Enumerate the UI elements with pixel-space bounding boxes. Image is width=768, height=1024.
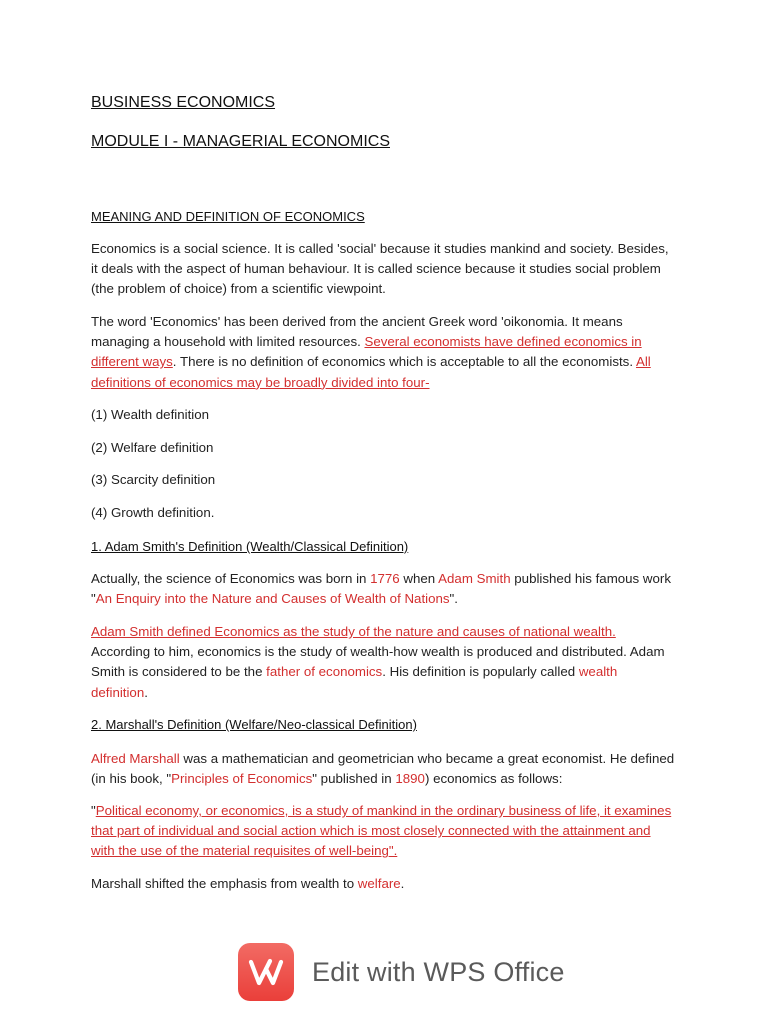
edit-with-wps-banner[interactable] bbox=[238, 943, 565, 1001]
wps-logo-icon[interactable] bbox=[238, 943, 294, 1001]
list-item: (4) Growth definition. bbox=[91, 505, 215, 520]
marshall-quote: "Political economy, or economics, is a study of mankind in the ordinary business of life, it examines that part of individual and social action which is most closely connected with the attainment and with the use of the material requisites of well-being". bbox=[91, 803, 672, 859]
paragraph-smith-history: Actually, the science of Economics was born in 1776 when Adam Smith published his famous work "An Enquiry into the Nature and Causes of Wealth of Nations". bbox=[91, 571, 671, 607]
wps-w-glyph-icon bbox=[248, 957, 284, 987]
module-title: MODULE I - MANAGERIAL ECONOMICS bbox=[91, 133, 390, 150]
paragraph-origin: The word 'Economics' has been derived from the ancient Greek word 'oikonomia. It means managing a household with limited resources. Several economists have defined economics in different ways. There is no definition of economics which is acceptable to all the economists. All definitions of economics may be broadly divided into four- bbox=[91, 314, 651, 390]
paragraph-smith-definition: Adam Smith defined Economics as the study of the nature and causes of national wealth. According to him, economics is the study of wealth-how wealth is produced and distributed. Adam Smith is considered to be the father of economics. His definition is popularly called wealth definition. bbox=[91, 624, 665, 700]
marshall-heading: 2. Marshall's Definition (Welfare/Neo-classical Definition) bbox=[91, 717, 417, 732]
paragraph-marshall-emphasis: Marshall shifted the emphasis from wealth to welfare. bbox=[91, 876, 405, 891]
paragraph-marshall-bio: Alfred Marshall was a mathematician and geometrician who became a great economist. He defined (in his book, "Principles of Economics" published in 1890) economics as follows: bbox=[91, 751, 675, 787]
section-heading: MEANING AND DEFINITION OF ECONOMICS bbox=[91, 209, 365, 224]
list-item: (1) Wealth definition bbox=[91, 407, 210, 422]
paragraph-intro: Economics is a social science. It is called 'social' because it studies mankind and society. Besides, it deals with the aspect of human behaviour. It is called science because it studies social problem (the problem of choice) from a scientific viewpoint. bbox=[91, 241, 669, 297]
smith-heading: 1. Adam Smith's Definition (Wealth/Classical Definition) bbox=[91, 539, 409, 554]
document-title: BUSINESS ECONOMICS bbox=[91, 94, 276, 111]
wps-edit-label[interactable]: Edit with WPS Office bbox=[312, 956, 565, 987]
list-item: (2) Welfare definition bbox=[91, 440, 214, 455]
list-item: (3) Scarcity definition bbox=[91, 472, 216, 487]
